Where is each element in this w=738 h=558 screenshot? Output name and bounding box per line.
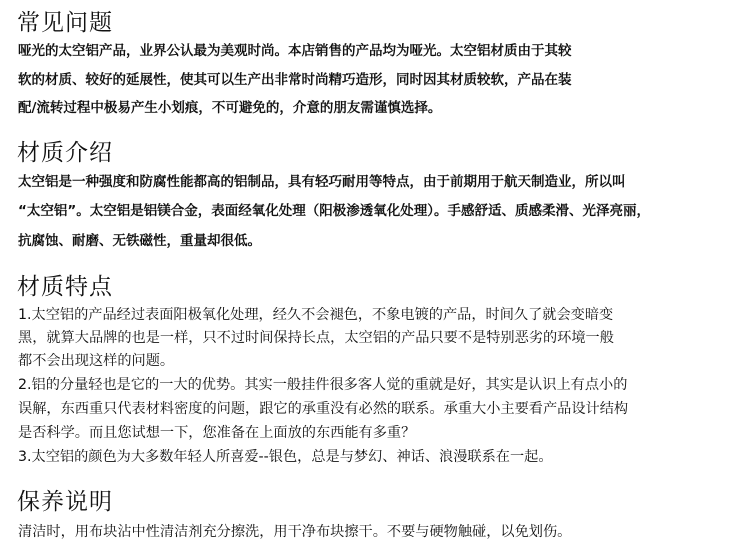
material-features-line: 误解，东西重只代表材料密度的问题，跟它的承重没有必然的联系。承重大小主要看产品设计结构 [18, 401, 629, 417]
material-intro-line: “太空铝”。太空铝是铝镁合金，表面经氧化处理（阳极渗透氧化处理）。手感舒适、质感柔滑、光泽亮丽， [18, 203, 650, 219]
material-features-line: 是否科学。而且您试想一下，您准备在上面放的东西能有多重？ [18, 425, 416, 441]
faq-line: 软的材质、较好的延展性，使其可以生产出非常时尚精巧造形，同时因其材质较软，产品在装 [18, 72, 572, 88]
section-title-material-features: 材质特点 [17, 274, 113, 300]
material-intro-line: 抗腐蚀、耐磨、无铁磁性，重量却很低。 [18, 233, 261, 249]
section-title-material-intro: 材质介绍 [17, 140, 113, 166]
faq-line: 配/流转过程中极易产生小划痕，不可避免的，介意的朋友需谨慎选择。 [18, 100, 442, 116]
material-features-line: 3.太空铝的颜色为大多数年轻人所喜爱--银色，总是与梦幻、神话、浪漫联系在一起。 [18, 449, 553, 465]
care-line: 清洁时，用布块沾中性清洁剂充分擦洗，用干净布块擦干。不要与硬物触碰，以免划伤。 [18, 524, 572, 540]
section-title-care: 保养说明 [17, 489, 113, 515]
material-features-line: 1.太空铝的产品经过表面阳极氧化处理，经久不会褪色，不象电镀的产品，时间久了就会变暗变 [18, 307, 614, 323]
material-features-line: 2.铝的分量轻也是它的一大的优势。其实一般挂件很多客人觉的重就是好，其实是认识上有点小的 [18, 377, 628, 393]
faq-line: 哑光的太空铝产品，业界公认最为美观时尚。本店销售的产品均为哑光。太空铝材质由于其较 [18, 43, 572, 59]
section-title-faq: 常见问题 [17, 10, 113, 36]
material-intro-line: 太空铝是一种强度和防腐性能都高的铝制品，具有轻巧耐用等特点，由于前期用于航天制造业，所以叫 [18, 174, 626, 190]
material-features-line: 黑，就算大品牌的也是一样，只不过时间保持长点，太空铝的产品只要不是特别恶劣的环境一般 [18, 330, 614, 346]
material-features-line: 都不会出现这样的问题。 [18, 353, 175, 369]
